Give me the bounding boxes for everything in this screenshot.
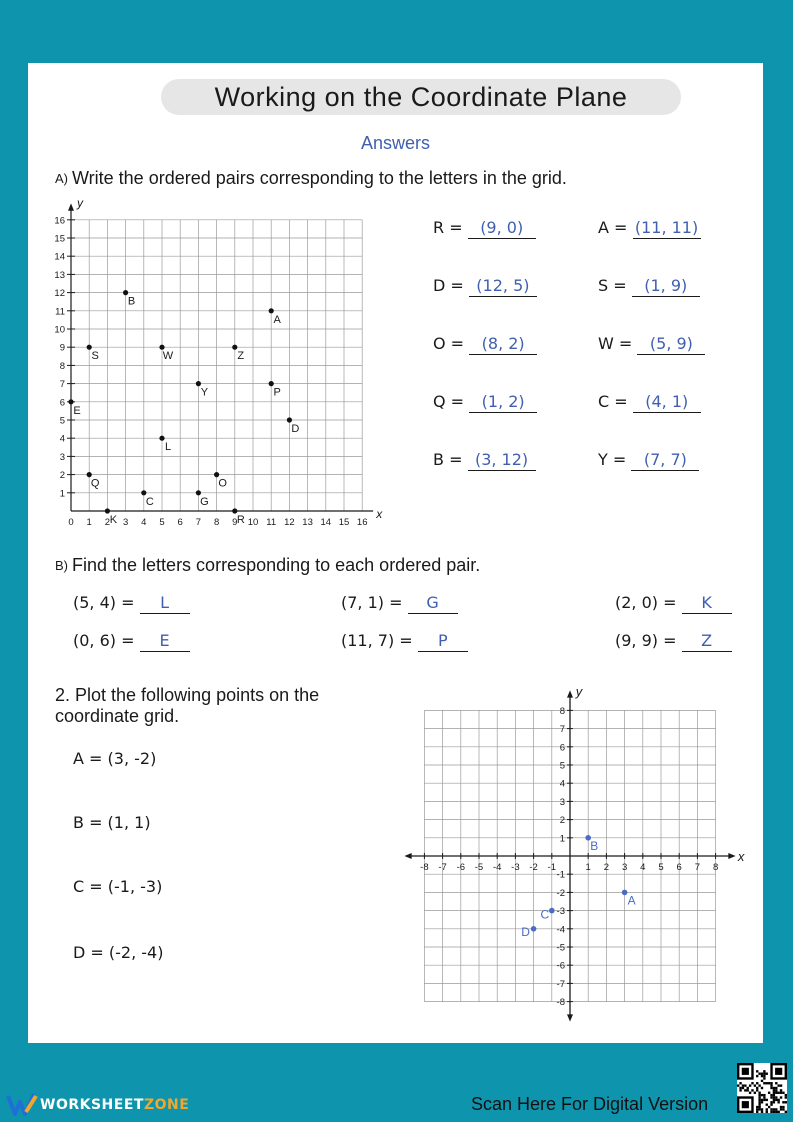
qr-module [758, 1106, 760, 1108]
qr-module [763, 1096, 765, 1098]
x-tick-label: 7 [694, 862, 701, 873]
qr-module [773, 1101, 775, 1103]
answer-row [433, 450, 536, 471]
logo-mark-icon [6, 1092, 40, 1118]
x-tick-label: -2 [529, 862, 538, 873]
qr-module [770, 1094, 772, 1096]
point-c [141, 490, 146, 495]
pair-text: (11, 7) = [341, 631, 418, 650]
y-tick-label: 16 [54, 215, 65, 227]
qr-module [780, 1106, 782, 1108]
x-tick-label: 0 [68, 517, 74, 528]
qr-module [763, 1077, 765, 1079]
logo-text-part1: WORKSHEET [40, 1097, 144, 1113]
qr-module [749, 1092, 751, 1094]
point-a [269, 308, 274, 313]
qr-module [763, 1075, 765, 1077]
answer-row [598, 218, 701, 239]
point-q [87, 472, 92, 477]
y-tick-label: -7 [556, 978, 565, 990]
point-g [196, 490, 201, 495]
pair-row [341, 593, 458, 614]
answer-letter: O = [433, 334, 470, 353]
qr-module [785, 1094, 787, 1096]
y-tick-label: 2 [59, 470, 65, 482]
x-tick-label: 1 [86, 517, 92, 528]
answer-row [433, 276, 537, 297]
point-label-o: O [218, 477, 227, 490]
point-y [196, 381, 201, 386]
qr-finder-core [775, 1068, 782, 1075]
qr-module [770, 1111, 772, 1113]
point-l [159, 436, 164, 441]
point-b-text: B = (1, 1) [73, 813, 151, 832]
section-a-heading [55, 168, 567, 189]
qr-module [763, 1073, 765, 1075]
qr-module [758, 1101, 760, 1103]
x-axis-label: x [376, 507, 383, 521]
qr-module [756, 1089, 758, 1091]
qr-module [744, 1084, 746, 1086]
worksheet-page [28, 63, 763, 1043]
point-label-p: P [273, 386, 281, 399]
answer-letter: W = [598, 334, 638, 353]
qr-module [785, 1111, 787, 1113]
answer-letter: C = [598, 392, 633, 411]
pair-text: (9, 9) = [615, 631, 682, 650]
qr-module [761, 1094, 763, 1096]
qr-module [756, 1111, 758, 1113]
qr-module [770, 1096, 772, 1098]
answer-value: (8, 2) [469, 334, 537, 355]
section-b-heading [55, 555, 480, 576]
y-tick-label: 6 [59, 397, 65, 409]
answer-value: (1, 2) [469, 392, 537, 413]
qr-module [770, 1103, 772, 1105]
answer-value: (3, 12) [468, 450, 536, 471]
qr-module [775, 1108, 777, 1110]
qr-module [770, 1087, 772, 1089]
pair-answer: P [418, 631, 468, 652]
qr-finder-core [742, 1101, 749, 1108]
answer-row [433, 392, 537, 413]
qr-module [758, 1099, 760, 1101]
qr-code-pattern [737, 1063, 787, 1113]
qr-module [739, 1087, 741, 1089]
qr-module [782, 1101, 784, 1103]
x-axis-arrow-left [404, 853, 411, 859]
qr-module [744, 1089, 746, 1091]
qr-module [785, 1096, 787, 1098]
qr-module [782, 1106, 784, 1108]
pair-text: (0, 6) = [73, 631, 140, 650]
qr-module [780, 1108, 782, 1110]
y-tick-label: -1 [556, 869, 565, 881]
qr-module [768, 1082, 770, 1084]
x-tick-label: -5 [474, 862, 484, 873]
qr-module [775, 1099, 777, 1101]
x-tick-label: 6 [676, 862, 682, 873]
x-tick-label: 8 [213, 517, 220, 528]
qr-module [773, 1111, 775, 1113]
y-tick-label: 1 [559, 833, 565, 845]
point-label-d: D [291, 423, 300, 435]
x-tick-label: 5 [658, 862, 664, 873]
qr-module [763, 1082, 765, 1084]
point-label-w: W [162, 350, 174, 363]
x-tick-label: -8 [420, 862, 429, 873]
qr-module [775, 1089, 777, 1091]
qr-module [758, 1103, 760, 1105]
y-tick-label: 7 [559, 724, 565, 736]
qr-module [766, 1108, 768, 1110]
x-tick-label: 7 [195, 517, 202, 528]
point-e [68, 399, 73, 404]
qr-module [754, 1092, 756, 1094]
x-tick-label: -3 [511, 862, 520, 873]
plotted-point-label-a: A [627, 893, 636, 908]
qr-module [775, 1096, 777, 1098]
coordinate-grid-a [28, 193, 388, 533]
qr-module [766, 1073, 768, 1075]
answers-subtitle: Answers [360, 133, 431, 153]
plotted-point-a [622, 890, 628, 896]
scan-here-text: Scan Here For Digital Version [471, 1094, 709, 1114]
qr-module [761, 1099, 763, 1101]
answer-row [598, 450, 699, 471]
pair-answer: E [140, 631, 190, 652]
qr-module [761, 1075, 763, 1077]
x-tick-label: 10 [247, 517, 259, 528]
y-tick-label: 13 [54, 269, 65, 281]
qr-module [761, 1111, 763, 1113]
qr-module [739, 1082, 741, 1084]
x-tick-label: 12 [284, 517, 295, 528]
qr-module [773, 1094, 775, 1096]
x-tick-label: 15 [338, 517, 350, 528]
qr-finder-core [742, 1068, 749, 1075]
pair-row [73, 631, 190, 652]
qr-module [780, 1084, 782, 1086]
section-a-label: A) [55, 171, 68, 186]
y-tick-label: 3 [59, 451, 65, 463]
answer-value: (12, 5) [469, 276, 537, 297]
point-label-c: C [145, 495, 154, 508]
qr-module [747, 1089, 749, 1091]
answer-value: (4, 1) [633, 392, 701, 413]
y-tick-label: 12 [54, 288, 65, 300]
x-axis-arrow-right [728, 853, 735, 859]
qr-module [782, 1092, 784, 1094]
x-tick-label: 4 [640, 862, 646, 873]
qr-module [775, 1111, 777, 1113]
qr-module [763, 1094, 765, 1096]
plotted-point-d [531, 926, 537, 932]
qr-module [756, 1070, 758, 1072]
qr-module [770, 1108, 772, 1110]
answer-value: (7, 7) [631, 450, 699, 471]
qr-module [758, 1096, 760, 1098]
qr-module [756, 1087, 758, 1089]
point-label-k: K [109, 514, 118, 526]
qr-module [766, 1111, 768, 1113]
answer-letter: Q = [433, 392, 470, 411]
qr-module [777, 1099, 779, 1101]
point-a-text: A = (3, -2) [73, 749, 157, 768]
section-2-instruction-line2: coordinate grid. [55, 706, 180, 726]
x-tick-label: -6 [456, 862, 466, 873]
qr-module [768, 1092, 770, 1094]
pair-row [615, 631, 732, 652]
point-label-r: R [236, 514, 245, 526]
section-b-label: B) [55, 558, 68, 573]
qr-module [758, 1084, 760, 1086]
y-tick-label: 8 [559, 705, 565, 717]
qr-module [739, 1089, 741, 1091]
y-tick-label: -3 [556, 906, 565, 918]
x-tick-label: -7 [438, 862, 447, 873]
qr-module [737, 1084, 739, 1086]
x-tick-label: 13 [302, 517, 313, 528]
qr-module [768, 1106, 770, 1108]
y-tick-label: 5 [59, 415, 65, 427]
y-tick-label: 11 [55, 306, 65, 318]
x-tick-label: 11 [266, 517, 277, 528]
point-w [159, 345, 164, 350]
qr-module [758, 1094, 760, 1096]
section-2-instruction-line1: 2. Plot the following points on the [55, 685, 320, 705]
qr-module [756, 1108, 758, 1110]
answer-value: (11, 11) [633, 218, 701, 239]
y-axis-arrow-down [567, 1014, 573, 1021]
pair-answer: Z [682, 631, 732, 652]
pair-text: (7, 1) = [341, 593, 408, 612]
x-tick-label: 2 [603, 862, 610, 873]
point-z [232, 345, 237, 350]
answer-row [433, 334, 537, 355]
y-tick-label: 2 [559, 815, 565, 827]
point-label-a: A [273, 313, 281, 326]
answer-row [598, 276, 700, 297]
point-o [214, 472, 219, 477]
answer-letter: B = [433, 450, 468, 469]
point-c-text: C = (-1, -3) [73, 877, 163, 896]
y-tick-label: 9 [59, 342, 65, 354]
section-a-instruction: Write the ordered pairs corresponding to the letters in the grid. [72, 168, 567, 188]
x-tick-label: 8 [712, 862, 719, 873]
qr-module [756, 1106, 758, 1108]
qr-module [749, 1084, 751, 1086]
point-label-s: S [91, 350, 99, 363]
qr-module [785, 1101, 787, 1103]
qr-module [763, 1099, 765, 1101]
y-tick-label: 4 [59, 433, 65, 445]
qr-module [770, 1101, 772, 1103]
y-tick-label: -2 [556, 887, 565, 899]
x-tick-label: -4 [492, 862, 502, 873]
y-axis-label: y [77, 196, 83, 211]
y-axis-label: y [575, 683, 583, 699]
answer-letter: D = [433, 276, 469, 295]
qr-module [777, 1084, 779, 1086]
qr-module [780, 1089, 782, 1091]
qr-module [782, 1108, 784, 1110]
y-tick-label: 1 [59, 488, 65, 500]
x-axis-label: x [737, 849, 745, 864]
point-s [87, 345, 92, 350]
pair-row [73, 593, 190, 614]
qr-module [766, 1103, 768, 1105]
qr-module [766, 1082, 768, 1084]
qr-module [773, 1092, 775, 1094]
point-d-text: D = (-2, -4) [73, 943, 164, 962]
pair-answer: K [682, 593, 732, 614]
point-label-q: Q [90, 477, 100, 490]
plotted-point-c [549, 908, 555, 914]
qr-module [780, 1092, 782, 1094]
qr-module [773, 1108, 775, 1110]
y-tick-label: 8 [59, 360, 65, 372]
answer-letter: R = [433, 218, 468, 237]
pair-text: (5, 4) = [73, 593, 140, 612]
answer-letter: Y = [598, 450, 632, 469]
answer-letter: A = [598, 218, 633, 237]
x-tick-label: 3 [621, 862, 628, 873]
pair-row [615, 593, 732, 614]
qr-module [777, 1111, 779, 1113]
point-label-y: Y [200, 386, 209, 399]
answer-value: (9, 0) [468, 218, 536, 239]
qr-module [761, 1087, 763, 1089]
y-tick-label: 15 [54, 233, 65, 245]
qr-module [756, 1082, 758, 1084]
qr-module [761, 1108, 763, 1110]
qr-module [780, 1096, 782, 1098]
qr-module [742, 1084, 744, 1086]
pair-answer: L [140, 593, 190, 614]
point-label-b: B [127, 295, 136, 308]
qr-module [770, 1084, 772, 1086]
section-2-heading [55, 685, 319, 727]
qr-module [775, 1082, 777, 1084]
point-label-e: E [73, 404, 81, 417]
x-tick-label: 2 [104, 517, 111, 528]
y-tick-label: 14 [54, 251, 65, 263]
point-d [287, 417, 292, 422]
plotted-point-label-d: D [521, 924, 530, 939]
section-b-instruction: Find the letters corresponding to each ordered pair. [72, 555, 481, 575]
qr-module [758, 1092, 760, 1094]
point-r [232, 508, 237, 513]
answer-row [433, 218, 536, 239]
y-axis-arrow-up [567, 690, 573, 697]
qr-module [761, 1080, 763, 1082]
worksheetzone-logo[interactable] [6, 1092, 189, 1118]
point-k [105, 508, 110, 513]
qr-module [758, 1108, 760, 1110]
answer-row [598, 392, 701, 413]
qr-module [751, 1082, 753, 1084]
x-tick-label: 14 [320, 517, 332, 528]
y-tick-label: -6 [556, 960, 565, 972]
qr-module [763, 1070, 765, 1072]
answer-value: (1, 9) [632, 276, 700, 297]
x-tick-label: 1 [585, 862, 591, 873]
y-axis-arrow [68, 203, 74, 210]
qr-module [747, 1087, 749, 1089]
y-tick-label: -4 [556, 924, 565, 936]
y-tick-label: -8 [556, 997, 565, 1009]
x-tick-label: 9 [232, 517, 238, 528]
x-tick-label: -1 [547, 862, 557, 873]
point-label-g: G [200, 495, 209, 508]
answer-row [598, 334, 705, 355]
qr-module [770, 1082, 772, 1084]
logo-text-part2: ZONE [143, 1097, 190, 1113]
qr-module [775, 1087, 777, 1089]
y-tick-label: 10 [54, 324, 65, 336]
x-tick-label: 6 [177, 517, 183, 528]
qr-module [742, 1087, 744, 1089]
pair-row [341, 631, 468, 652]
point-p [269, 381, 274, 386]
answer-letter: S = [598, 276, 632, 295]
plotted-point-label-b: B [590, 838, 599, 853]
point-label-z: Z [237, 350, 245, 363]
qr-module [761, 1101, 763, 1103]
y-tick-label: 7 [59, 379, 65, 391]
qr-module [761, 1073, 763, 1075]
logo-text [40, 1097, 189, 1113]
x-tick-label: 16 [356, 517, 368, 528]
qr-module [758, 1073, 760, 1075]
y-tick-label: 5 [559, 760, 565, 772]
pair-text: (2, 0) = [615, 593, 682, 612]
answer-value: (5, 9) [637, 334, 705, 355]
qr-module [773, 1089, 775, 1091]
x-tick-label: 3 [122, 517, 129, 528]
qr-module [756, 1075, 758, 1077]
page-title: Working on the Coordinate Plane [161, 79, 681, 115]
qr-module [754, 1084, 756, 1086]
x-tick-label: 4 [141, 517, 147, 528]
x-tick-label: 5 [159, 517, 165, 528]
pair-answer: G [408, 593, 458, 614]
y-tick-label: 3 [559, 796, 565, 808]
y-tick-label: 6 [559, 742, 565, 754]
qr-module [773, 1096, 775, 1098]
qr-module [777, 1101, 779, 1103]
plotted-point-label-c: C [540, 907, 550, 922]
qr-module [777, 1092, 779, 1094]
qr-module [773, 1099, 775, 1101]
qr-module [773, 1087, 775, 1089]
point-label-l: L [164, 441, 172, 454]
qr-module [775, 1092, 777, 1094]
y-tick-label: 4 [559, 778, 565, 790]
qr-code-icon[interactable] [737, 1063, 787, 1113]
qr-module [751, 1089, 753, 1091]
coordinate-grid-b [373, 683, 763, 1028]
qr-module [766, 1099, 768, 1101]
y-tick-label: -5 [556, 942, 565, 954]
point-b [123, 290, 128, 295]
